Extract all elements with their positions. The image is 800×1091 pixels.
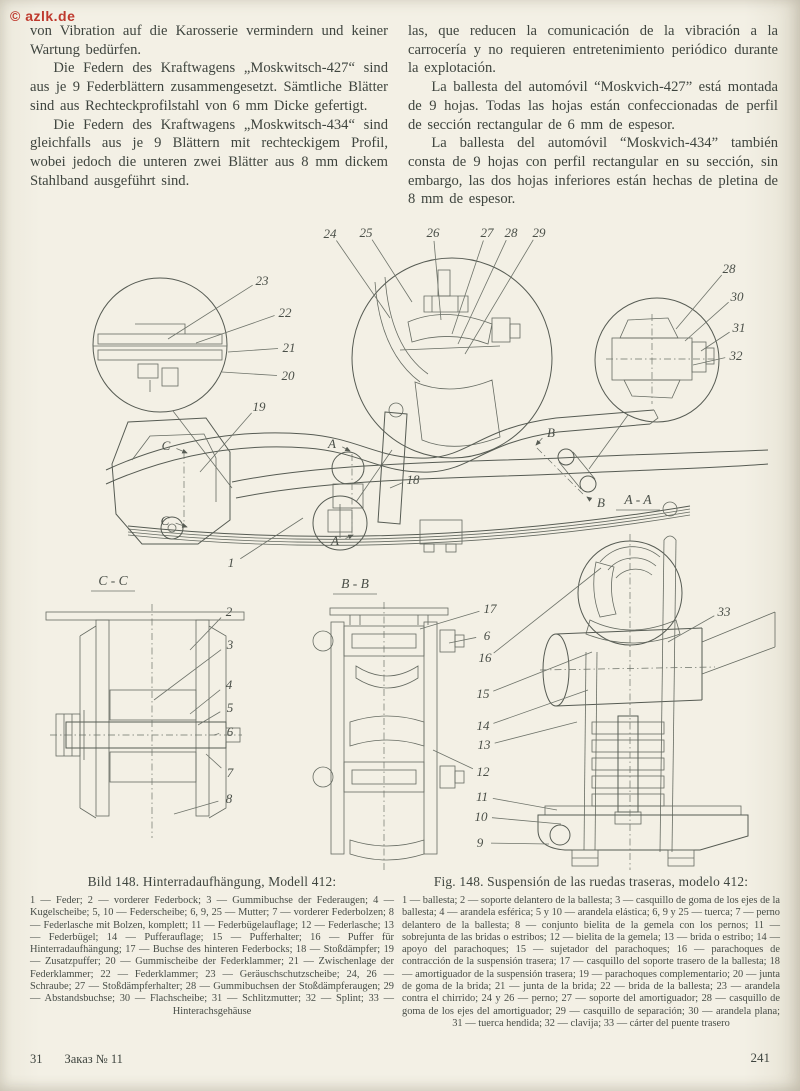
svg-text:C: C <box>161 438 171 453</box>
svg-text:B: B <box>547 425 555 440</box>
svg-text:B: B <box>597 495 605 510</box>
svg-text:30: 30 <box>730 289 744 304</box>
paragraph: Die Federn des Kraftwagens „Moskwitsch-434“ sind gleichfalls aus je 9 Blättern mit rechteckigem Profil, wobei jedoch die unteren zwei Blätter aus 8 mm dickem Stahlband ausgeführt sind. <box>30 116 388 189</box>
section-view-cc <box>46 604 244 838</box>
page-number: 241 <box>750 1050 770 1065</box>
paragraph: las, que reducen la comunicación de la vibración a la carrocería y no requieren entretenimiento periódico durante la explotación. <box>408 23 778 77</box>
svg-text:C: C <box>160 513 170 528</box>
paragraph: La ballesta del automóvil “Moskvich-427” está montada de 9 hojas. Todas las hojas están confeccionadas de perfil de sección rectangular de 6 mm de espesor. <box>408 79 778 133</box>
callout-leader-lines <box>154 240 730 844</box>
footer-print-info <box>30 1052 123 1067</box>
svg-text:13: 13 <box>477 737 491 752</box>
svg-text:B - B: B - B <box>341 576 369 591</box>
svg-text:21: 21 <box>282 340 296 355</box>
svg-text:1: 1 <box>227 555 235 570</box>
svg-text:32: 32 <box>729 348 743 363</box>
figure-legend-german: 1 — Feder; 2 — vorderer Federbock; 3 — Gummibuchse der Federaugen; 4 — Kugelscheibe; 5, 10 — Federscheibe; 6, 9, 25 — Mutter; 7 — vorderer Federbolzen; 8 — Federlasche mit Bolzen, komplett; 11 — Federbügelauflage; 12 — Federlasche; 13 — Federbügel; 14 — Pufferauflage; 15 — Pufferhalter; 16 — Puffer für Hinterradaufhängung; 17 — Buchse des hinteren Federbocks; 18 — Stoßdämpfer; 19 — Zusatzpuffer; 20 — Gummischeibe der Federklammer; 21 — Zwischenlage der Federklammer; 22 — Federklammer; 23 — Geräuschschutzscheibe; 24, 26 — Schraube; 27 — Stoßdämpferhalter; 28 — Gummibuchsen der Stoßdämpferaugen; 29 — Abstandsbuchse; 30 — Flachscheibe; 31 — Schlitzmutter; 32 — Splint; 33 — Hinterachsgehäuse <box>30 895 394 1017</box>
svg-text:10: 10 <box>474 809 488 824</box>
main-side-view <box>106 403 768 552</box>
paragraph: La ballesta del automóvil “Moskvich-434” también consta de 9 hojas con perfil rectangular en su sección, sin embargo, las dos hojas inferiores están hechas de pletina de 8 mm de espesor. <box>408 135 778 208</box>
svg-text:A - A: A - A <box>624 492 652 507</box>
svg-text:17: 17 <box>483 601 497 616</box>
svg-text:16: 16 <box>478 650 492 665</box>
section-title-labels <box>91 492 660 594</box>
svg-text:9: 9 <box>476 835 484 850</box>
svg-text:25: 25 <box>359 225 373 240</box>
svg-text:3: 3 <box>226 637 234 652</box>
figure-title-german: Bild 148. Hinterradaufhängung, Modell 412: <box>87 874 337 889</box>
svg-text:6: 6 <box>226 724 234 739</box>
footer-signature-number: 31 <box>30 1052 43 1066</box>
svg-text:C - C: C - C <box>98 573 128 588</box>
watermark: © azlk.de <box>10 8 76 24</box>
svg-text:29: 29 <box>532 225 546 240</box>
svg-text:A: A <box>331 533 339 548</box>
detail-circle-left <box>93 278 232 488</box>
svg-text:18: 18 <box>406 472 420 487</box>
svg-text:33: 33 <box>717 604 731 619</box>
svg-text:19: 19 <box>252 399 266 414</box>
svg-text:28: 28 <box>722 261 736 276</box>
section-view-bb <box>313 602 464 870</box>
caption-spanish <box>402 874 780 1030</box>
svg-text:26: 26 <box>426 225 440 240</box>
figure-drawing <box>0 222 800 872</box>
svg-text:5: 5 <box>226 700 234 715</box>
svg-text:4: 4 <box>225 677 233 692</box>
figure-legend-spanish: 1 — ballesta; 2 — soporte delantero de la ballesta; 3 — casquillo de goma de los ejes de la ballesta; 4 — arandela esférica; 5 y 10 — arandela elástica; 6, 9 y 25 — tuerca; 7 — perno delantero de la ballesta; 8 — conjunto bielita de la gemela con los pernos; 11 — sobrejunta de las bridas o estribos; 12 — bielita de la gemela; 13 — brida o estribo; 14 — apoyo del parachoques; 15 — sujetador del parachoques; 16 — parachoques de contracción de la suspensión trasera; 17 — casquillo del soporte trasero de la ballesta; 18 — amortiguador de la suspensión trasera; 19 — parachoques complementario; 20 — junta de goma de la brida; 21 — junta de la brida; 22 — brida de la ballesta; 23 — arandela contra el chirrido; 24 y 26 — perno; 27 — soporte del amortiguador; 28 — casquillo de goma de los ejes del amortiguador; 29 — casquillo de separación; 30 — arandela plana; 31 — tuerca hendida; 32 — clavija; 33 — cárter del puente trasero <box>402 895 780 1029</box>
svg-text:7: 7 <box>226 765 234 780</box>
svg-text:8: 8 <box>225 791 233 806</box>
text-column-spanish <box>408 22 778 209</box>
section-view-aa <box>538 534 775 870</box>
svg-text:12: 12 <box>476 764 490 779</box>
svg-text:27: 27 <box>480 225 494 240</box>
footer-order-text: Заказ № 11 <box>64 1052 123 1066</box>
svg-text:31: 31 <box>732 320 746 335</box>
svg-text:20: 20 <box>281 368 295 383</box>
technical-figure-rear-suspension <box>0 222 800 872</box>
paragraph: Die Federn des Kraftwagens „Moskwitsch-427“ sind aus je 9 Federblättern zusammengesetzt. Sämtliche Blätter sind aus Rechteckprofilstahl von 6 mm Dicke gefertigt. <box>30 60 388 114</box>
svg-text:6: 6 <box>483 628 491 643</box>
svg-text:24: 24 <box>323 226 337 241</box>
figure-title-spanish: Fig. 148. Suspensión de las ruedas traseras, modelo 412: <box>433 874 749 889</box>
detail-circle-right <box>589 298 719 469</box>
svg-text:15: 15 <box>476 686 490 701</box>
svg-text:2: 2 <box>225 604 233 619</box>
caption-german <box>30 874 394 1018</box>
svg-text:23: 23 <box>255 273 269 288</box>
text-column-german <box>30 22 388 190</box>
svg-text:11: 11 <box>475 789 489 804</box>
paragraph: von Vibration auf die Karosserie vermindern und keiner Wartung bedürfen. <box>30 23 388 58</box>
svg-text:A: A <box>328 436 336 451</box>
svg-text:28: 28 <box>504 225 518 240</box>
svg-text:22: 22 <box>278 305 292 320</box>
svg-text:14: 14 <box>476 718 490 733</box>
